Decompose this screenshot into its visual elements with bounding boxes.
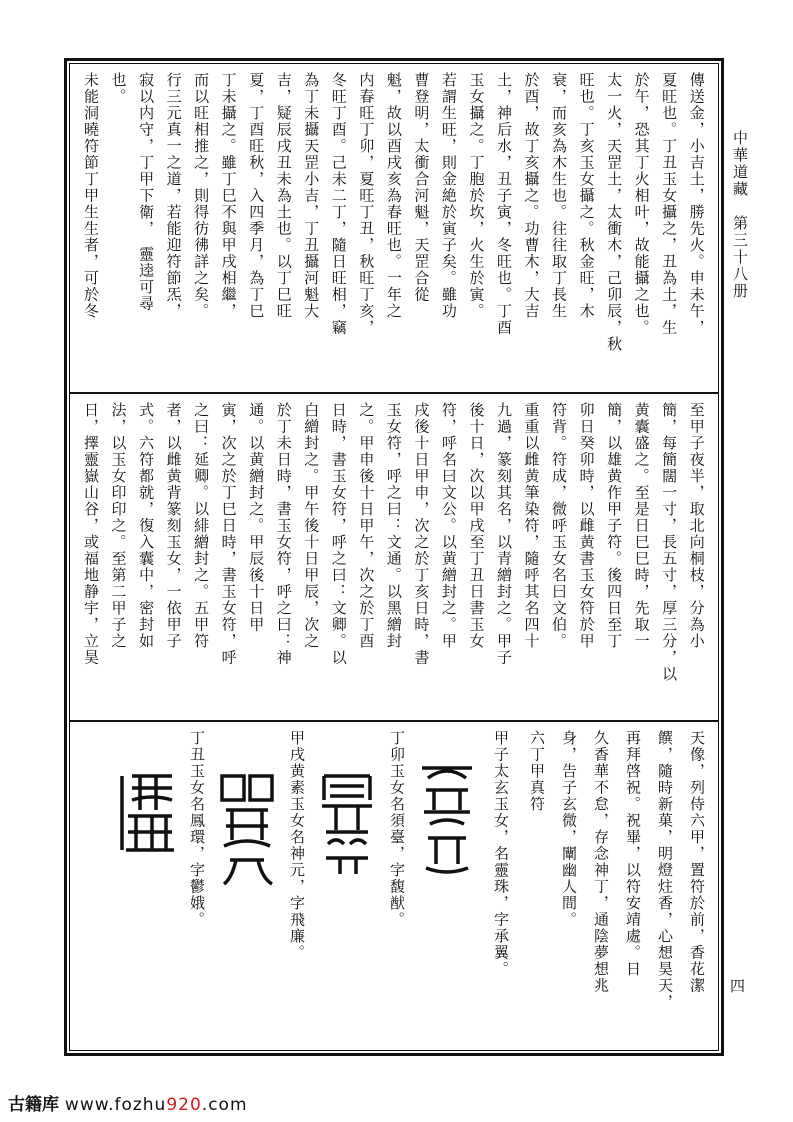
section-divider-2 — [69, 720, 719, 722]
seal-caption: 丁卯玉女名須臺，字馥猷。 — [388, 730, 406, 928]
text-column: 至甲子夜半，取北向桐枝，分為小 — [687, 402, 706, 650]
text-column: 寂以内守，丁甲下衛， 靈逵可尋 — [137, 72, 156, 312]
text-column: 於午，恐其丁火相叶，故能攝之也。 — [632, 72, 651, 336]
text-column: 丁未攝之。雖丁巳不與甲戌相繼， — [219, 72, 238, 320]
text-column: 天像，列侍六甲，置符於前，香花潔 — [688, 730, 706, 994]
text-column: 通。以黄繒封之。甲辰後十日甲 — [247, 402, 266, 633]
text-column: 未能洞曉符節丁甲生生者，可於冬 — [82, 72, 100, 320]
talisman-seal-icon — [316, 770, 378, 880]
text-column: 行三元真一之道，若能迎符節炁， — [164, 72, 183, 320]
lower-section — [78, 730, 710, 1048]
talisman-seal-icon — [416, 760, 478, 880]
text-column: 傳送金，小吉土，勝先火。申未午， — [687, 72, 706, 336]
text-column: 玉女符，呼之曰：文通。以黑繒封 — [384, 402, 403, 650]
seal-caption: 丁丑玉女名鳳環，字鬱娥。 — [188, 730, 206, 928]
text-column: 黄囊盛之。至是日巳巳時，先取一 — [632, 402, 651, 650]
watermark-footer — [8, 1090, 248, 1115]
text-column: 再拜啓祝。祝畢，以符安靖處。日 — [624, 730, 642, 978]
text-column: 於酉，故丁亥攝之。功曹木，大吉 — [522, 72, 541, 320]
talisman-seal-icon — [116, 770, 178, 860]
text-column: 吉，疑辰戌丑未為土也。以丁巳旺 — [274, 72, 293, 320]
seal-caption: 甲子太玄玉女，名靈珠，字承翼。 — [492, 730, 510, 978]
seal-entry-1 — [488, 730, 514, 1048]
talisman-seal-icon — [216, 770, 278, 890]
seal-entry-2 — [384, 730, 410, 1048]
text-column: 而以旺相推之，則得彷彿詳之矣。 — [192, 72, 211, 320]
text-column: 者，以雌黄背篆刻玉女，一依甲子 — [164, 402, 183, 650]
text-column: 簡，以雄黄作甲子符。後四日至丁 — [605, 402, 624, 650]
text-column: 饌，隨時新菓，明燈炷香，心想昊天， — [656, 730, 674, 1011]
text-column: 土，神后水，丑子寅，冬旺也。丁酉 — [494, 72, 513, 336]
text-column: 内春旺丁卯，夏旺丁丑，秋旺丁亥， — [357, 72, 376, 336]
text-column: 之曰：延卿。以緋繒封之。五甲符 — [192, 402, 211, 650]
text-column: 曹登明，太衝合河魁，天罡合從 — [412, 72, 431, 303]
seal-section-heading: 六丁甲真符 — [528, 730, 546, 813]
seal-caption: 甲戌黄素玉女名神元，字飛廉。 — [288, 730, 306, 961]
text-column: 寅，次之於丁巳日時，書玉女符，呼 — [219, 402, 238, 666]
text-column: 於丁未日時，書玉女符，呼之曰：神 — [274, 402, 293, 666]
text-column: 之。甲申後十日甲午，次之於丁酉 — [357, 402, 376, 650]
text-column: 卯日癸卯時，以雌黄書玉女符於甲 — [577, 402, 596, 650]
section-divider-1 — [69, 392, 719, 394]
text-column: 久香華不怠，存念神丁，通陰夢想兆 — [592, 730, 610, 994]
watermark-site-name: 古籍库 — [8, 1095, 59, 1115]
seal-glyph-2 — [316, 730, 378, 1048]
text-column: 重重以雌黄筆染符，隨呼其名四十 — [522, 402, 541, 650]
seal-entry-4 — [184, 730, 210, 1048]
text-column: 符，呼名曰文公。以黄繒封之。甲 — [439, 402, 458, 650]
text-column: 戌後十日甲申，次之於丁亥日時，書 — [412, 402, 431, 666]
text-column: 魁，故以酉戌亥為春旺也。一年之 — [384, 72, 403, 320]
text-column: 白繒封之。甲午後十日甲辰，次之 — [302, 402, 321, 650]
seal-entry-3 — [284, 730, 310, 1048]
volume-title: 中華道藏 第三十八册 — [731, 130, 749, 300]
text-column: 日時，書玉女符，呼之曰：文卿。以 — [329, 402, 348, 666]
text-column: 夏，丁酉旺秋，入四季月，為丁巳 — [247, 72, 266, 320]
page-number: 四 — [730, 977, 746, 995]
text-column: 衰，而亥為木生也。往往取丁長生 — [550, 72, 569, 320]
text-column: 符背。符成，微呼玉女名曰文伯。 — [550, 402, 569, 650]
text-column: 若謂生旺，則金絶於寅子矣。雖功 — [439, 72, 458, 320]
seal-glyph-1 — [416, 730, 478, 1048]
text-column: 日，擇靈嶽山谷，或福地静宇，立昊 — [82, 402, 100, 666]
middle-text-section — [78, 402, 710, 712]
text-column: 後十日，次以甲戌至丁丑日書玉女 — [467, 402, 486, 650]
text-column: 為丁未攝天罡小吉，丁丑攝河魁大 — [302, 72, 321, 320]
text-column: 身，告子玄微，闡幽人間。 — [560, 730, 578, 928]
text-column: 玉女攝之。丁胞於坎，火生於寅。 — [467, 72, 486, 320]
seal-glyph-4 — [116, 730, 178, 1048]
text-column: 也。 — [109, 72, 128, 105]
seal-glyph-3 — [216, 730, 278, 1048]
text-column: 夏旺也。丁丑玉女攝之，丑為土，生 — [660, 72, 679, 336]
text-column: 簡，每簡闊一寸，長五寸，厚三分，以 — [660, 402, 679, 683]
text-column: 九過，篆刻其名，以青繒封之。甲子 — [494, 402, 513, 666]
text-column: 式。六符都就，復入囊中，密封如 — [137, 402, 156, 650]
text-column: 法，以玉女印印之。至第二甲子之 — [109, 402, 128, 650]
text-column: 旺也。丁亥玉女攝之。秋金旺，木 — [577, 72, 596, 320]
text-column: 太一火，天罡土，太衝木，己卯辰，秋 — [605, 72, 624, 353]
upper-text-section — [78, 72, 710, 384]
text-column: 冬旺丁酉。己未二丁，隨日旺相，竊 — [329, 72, 348, 336]
watermark-url[interactable]: www.fozhu920.com — [64, 1095, 248, 1115]
